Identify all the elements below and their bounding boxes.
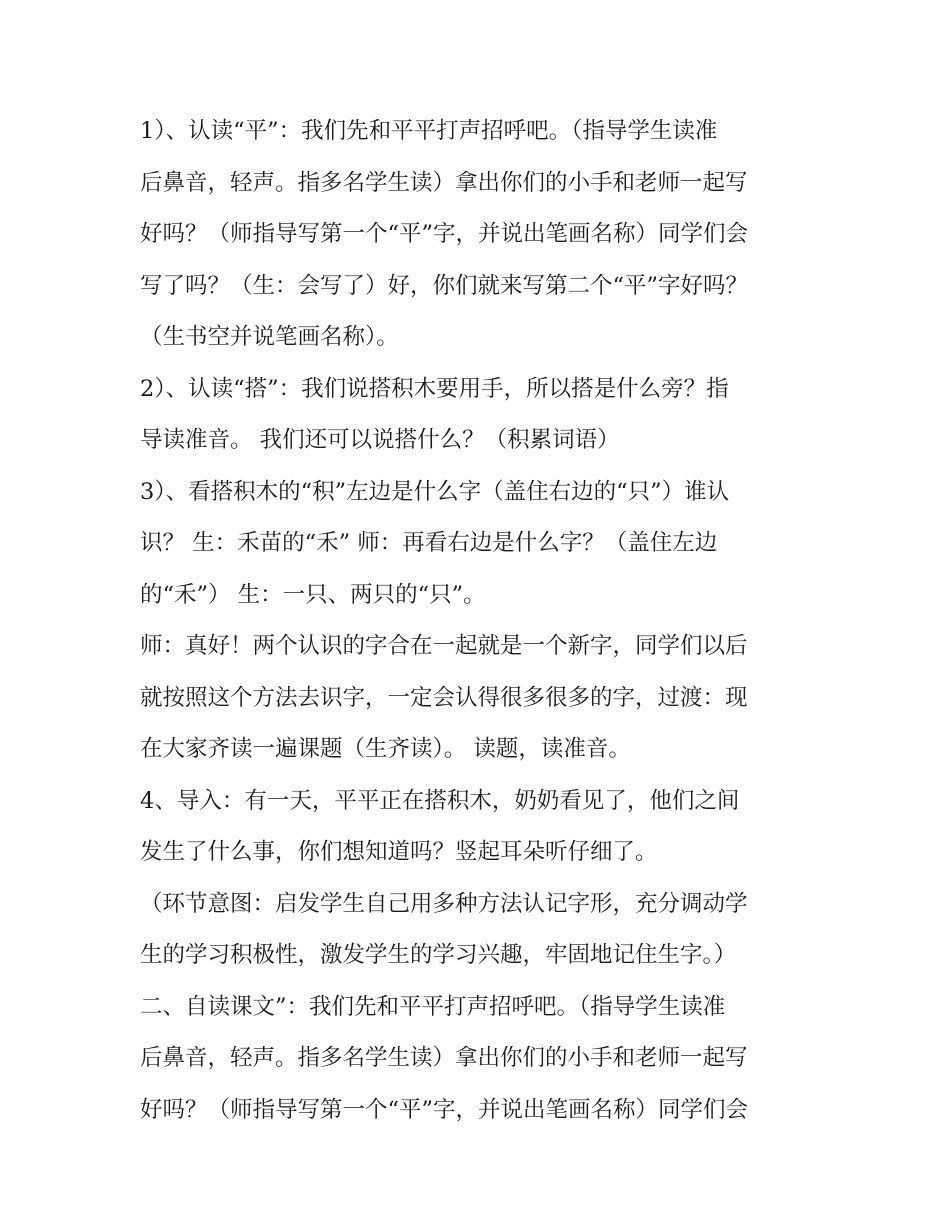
text-line: 发生了什么事，你们想知道吗？竖起耳朵听仔细了。 [140,839,658,865]
text-line: 就按照这个方法去识字，一定会认得很多很多的字，过渡：现 [140,684,748,711]
text-line: 好吗？（师指导写第一个“平”字，并说出笔画名称）同学们会 [140,1096,749,1123]
text-line: 4、导入：有一天，平平正在搭积木，奶奶看见了，他们之间 [140,787,740,814]
text-line: 识？ 生：禾苗的“禾” 师：再看右边是什么字？（盖住左边 [140,530,718,556]
text-line: 在大家齐读一遍课题（生齐读）。 读题，读准音。 [140,736,631,762]
text-line: （生书空并说笔画名称）。 [140,324,399,350]
document-body [140,106,830,1136]
text-line: 好吗？（师指导写第一个“平”字，并说出笔画名称）同学们会 [140,221,749,247]
text-line: 生的学习积极性，激发学生的学习兴趣，牢固地记住生字。） [140,942,737,968]
text-line: 写了吗？（生：会写了）好，你们就来写第二个“平”字好吗？ [140,272,749,299]
text-line: 的“禾”） 生：一只、两只的“只”。 [140,581,486,608]
text-line: （环节意图：启发学生自己用多种方法认记字形，充分调动学 [140,890,748,917]
text-line: 后鼻音，轻声。指多名学生读）拿出你们的小手和老师一起写 [140,169,748,196]
text-line: 师：真好！两个认识的字合在一起就是一个新字，同学们以后 [140,633,748,659]
text-line: 2）、认读“搭”：我们说搭积木要用手，所以搭是什么旁？指 [140,375,729,402]
text-line: 后鼻音，轻声。指多名学生读）拿出你们的小手和老师一起写 [140,1045,748,1071]
text-line: 二、自读课文”：我们先和平平打声招呼吧。（指导学生读准 [140,993,726,1020]
text-line: 3）、看搭积木的“积”左边是什么字（盖住右边的“只”）谁认 [140,478,730,505]
text-line: 导读准音。 我们还可以说搭什么？（积累词语） [140,427,620,453]
text-line: 1）、认读“平”：我们先和平平打声招呼吧。（指导学生读准 [140,118,718,144]
